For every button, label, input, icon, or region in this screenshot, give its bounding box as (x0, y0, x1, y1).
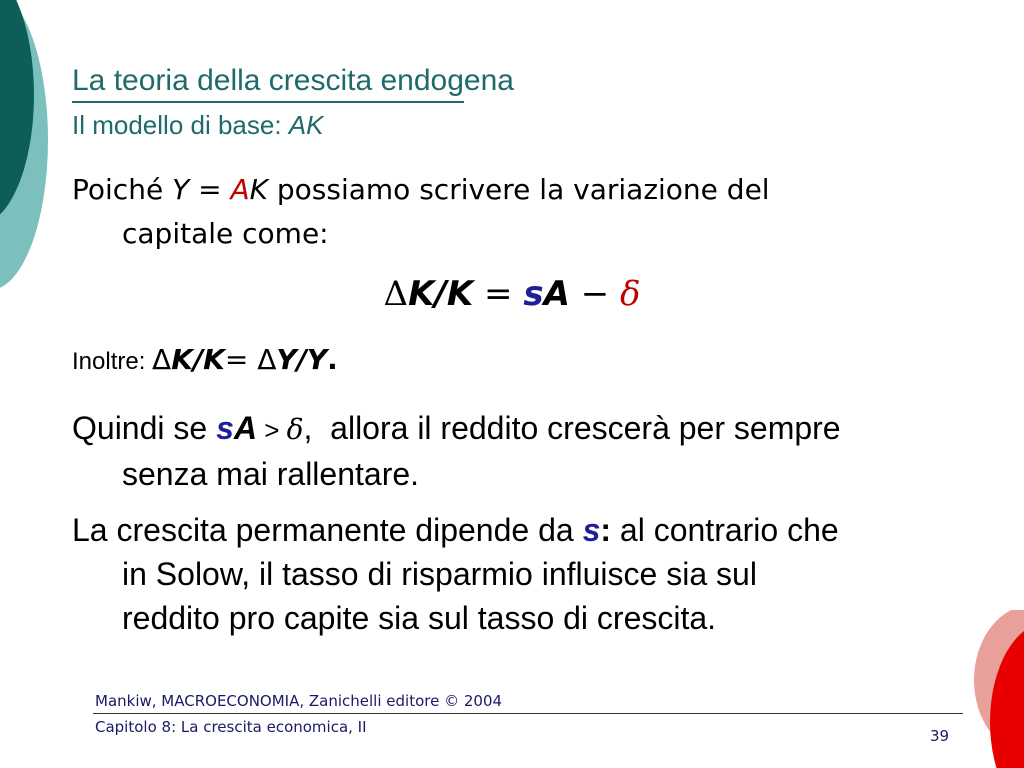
bullet-4-colon: : (600, 512, 612, 548)
title-underline (72, 101, 464, 103)
eq-kk: K/K (408, 274, 474, 314)
bullet-2-period: . (327, 343, 338, 376)
capital-growth-equation (0, 272, 1024, 316)
left-decoration (0, 0, 60, 290)
slide-title: La teoria della crescita endogena (72, 64, 514, 97)
eq-minus: − (569, 274, 620, 314)
bullet-4-rest-line2: in Solow, il tasso di risparmio influisce sia sul (122, 556, 757, 592)
slide-subtitle (72, 110, 323, 140)
bullet-1-equals: = (189, 173, 231, 206)
right-decoration (970, 610, 1024, 768)
subtitle-model: AK (288, 110, 324, 140)
bullet-4-s: s (582, 512, 601, 548)
bullet-3-s: s (216, 410, 234, 446)
bullet-3-prefix: Quindi se (72, 410, 217, 446)
bullet-2-yy: Y/Y (276, 343, 328, 376)
bullet-4 (72, 508, 972, 640)
bullet-2-delta2: Δ (257, 343, 277, 376)
footer-source: Mankiw, MACROECONOMIA, Zanichelli editore © 2004 (95, 692, 503, 710)
bullet-2-prefix: Inoltre: (72, 348, 153, 375)
footer-divider (93, 713, 963, 714)
bullet-3-rest-line1: allora il reddito crescerà per sempre (321, 410, 841, 446)
eq-delta-small: δ (620, 274, 641, 314)
bullet-4-rest-line3: reddito pro capite sia sul tasso di crescita. (122, 600, 717, 636)
slide-title-block (72, 64, 514, 98)
bullet-3 (72, 406, 972, 496)
eq-s: s (523, 274, 544, 314)
bullet-2-delta1: Δ (152, 343, 172, 376)
bullet-2-equals: = (224, 343, 258, 376)
page-number: 39 (930, 727, 950, 745)
bullet-3-rest-line2: senza mai rallentare. (122, 456, 420, 492)
eq-delta: Δ (383, 274, 409, 314)
bullet-2 (72, 340, 972, 382)
bullet-1-rest-line2: capitale come: (122, 217, 329, 250)
bullet-3-delta: δ (286, 413, 304, 446)
bullet-1-a: A (230, 173, 250, 206)
eq-equals: = (473, 274, 524, 314)
subtitle-prefix: Il modello di base: (72, 110, 289, 140)
footer-chapter: Capitolo 8: La crescita economica, II (95, 718, 367, 736)
eq-a: A (543, 274, 570, 314)
bullet-1-prefix: Poiché (72, 173, 173, 206)
bullet-3-comma: , (303, 410, 322, 446)
bullet-4-prefix: La crescita permanente dipende da (72, 512, 583, 548)
bullet-1-rest-line1: possiamo scrivere la variazione del (267, 173, 770, 206)
bullet-3-a: A (233, 410, 257, 446)
bullet-1-y: Y (172, 173, 190, 206)
bullet-1 (72, 168, 972, 256)
bullet-4-rest-line1: al contrario che (611, 512, 839, 548)
bullet-2-kk: K/K (171, 343, 225, 376)
bullet-3-gt: > (256, 415, 287, 445)
bullet-1-k: K (249, 173, 268, 206)
